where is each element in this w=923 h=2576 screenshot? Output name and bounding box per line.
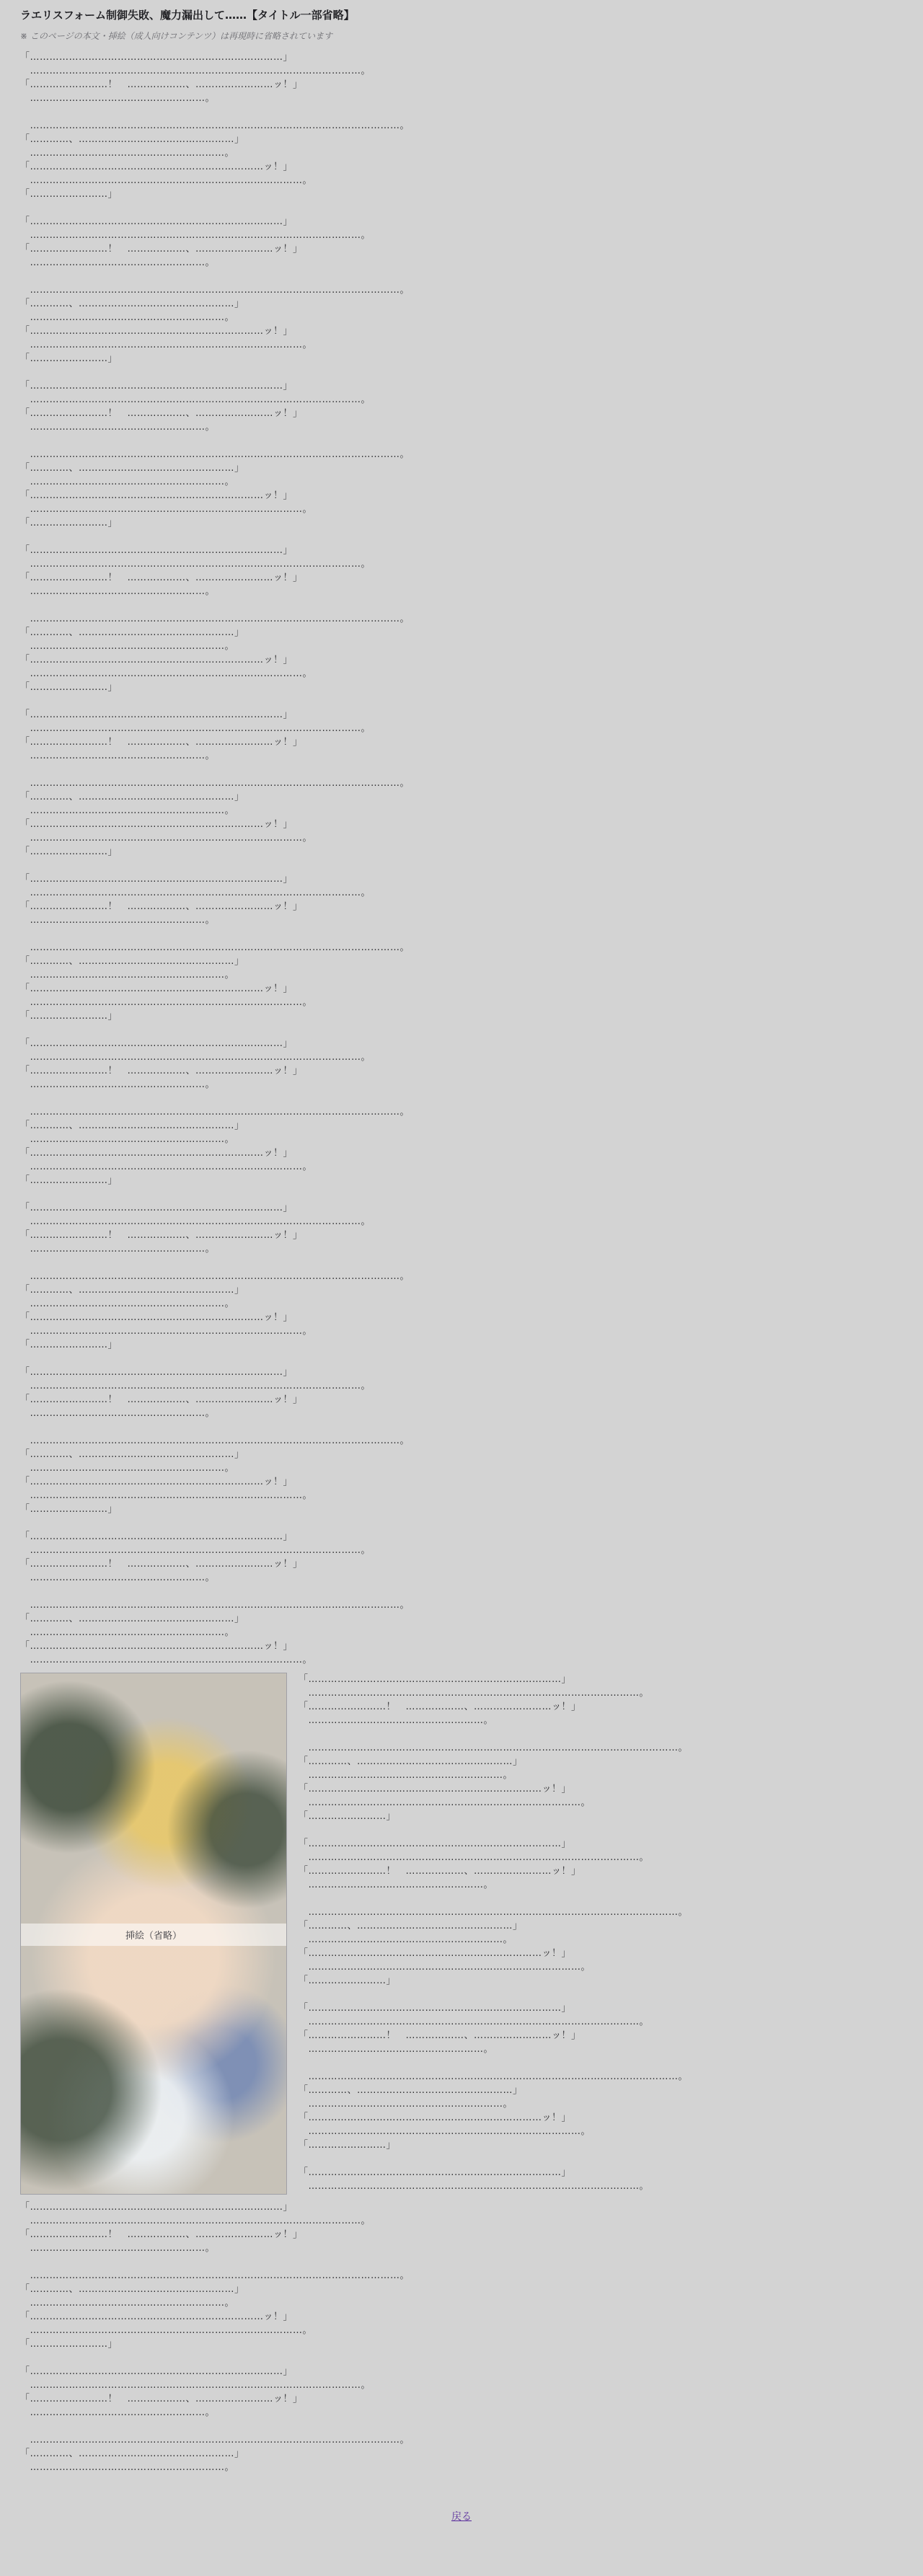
story-line: 「……………………」: [20, 2339, 118, 2350]
story-line: ……………………………………………………………………………………………………。: [299, 2071, 688, 2082]
story-line: …………………………………………………………………………………………。: [20, 230, 371, 241]
illustration-placeholder-label: 挿絵（省略）: [21, 1924, 286, 1946]
story-line: ……………………………………………………………………………………………………。: [299, 1907, 688, 1918]
story-line: [20, 598, 903, 612]
story-line: 「……………………！ ………………、……………………ッ！」: [20, 2394, 303, 2404]
story-line: 「……………………」: [299, 2140, 397, 2151]
story-line: ……………………………………………………。: [20, 1134, 234, 1145]
story-line: ………………………………………………。: [20, 1408, 215, 1419]
story-line: ……………………………………………………。: [20, 2298, 234, 2309]
story-line: …………………………………………………………………………………………。: [20, 888, 371, 898]
story-line: …………………………………………………………………………。: [20, 1326, 312, 1337]
story-line: [20, 1352, 903, 1366]
story-line: ……………………………………………………………………………………………………。: [20, 2435, 410, 2446]
story-line: ……………………………………………………………………………………………………。: [20, 1107, 410, 1117]
story-line: [20, 270, 903, 283]
story-line: [20, 1187, 903, 1201]
story-line: …………………………………………………………………………。: [20, 2325, 312, 2336]
story-line: ……………………………………………………………………………………………………。: [20, 1271, 410, 1282]
story-line: 「……………………」: [20, 1011, 118, 1022]
story-line: 「……………………！ ………………、……………………ッ！」: [20, 79, 303, 90]
story-line: ………………………………………………。: [20, 915, 215, 926]
story-line: [20, 530, 903, 544]
story-line: 「………………………………………………………………ッ！」: [20, 983, 293, 994]
story-line: [20, 201, 903, 215]
story-line: ……………………………………………………。: [20, 641, 234, 652]
story-line: ……………………………………………………。: [20, 477, 234, 487]
story-line: …………………………………………………………………………………………。: [20, 66, 371, 76]
story-line: [20, 366, 903, 379]
story-line: ………………………………………………。: [20, 257, 215, 268]
story-line: ………………………………………………。: [299, 1880, 493, 1890]
story-line: 「………………………………………………………………ッ！」: [20, 1148, 293, 1159]
story-line: ………………………………………………。: [20, 751, 215, 761]
story-line: ………………………………………………。: [20, 93, 215, 104]
story-line: 「……………………………………………………………………」: [20, 2202, 293, 2213]
story-line: …………………………………………………………………………。: [20, 833, 312, 844]
story-line: …………………………………………………………………………………………。: [20, 723, 371, 734]
story-line: 「………………………………………………………………ッ！」: [20, 2311, 293, 2322]
story-line: 「……………………………………………………………………」: [20, 2366, 293, 2377]
story-line: ……………………………………………………。: [20, 148, 234, 159]
story-line: 「………………………………………………………………ッ！」: [20, 655, 293, 665]
story-line: 「……………………………………………………………………」: [20, 545, 293, 556]
story-line: [20, 1585, 903, 1598]
story-line: [20, 694, 903, 708]
story-line: [20, 2420, 903, 2433]
story-line: ……………………………………………………。: [20, 1463, 234, 1474]
story-line: 「……………………！ ………………、……………………ッ！」: [20, 1066, 303, 1076]
story-line: 「……………………」: [20, 1504, 118, 1515]
story-line: 「……………………………………………………………………」: [299, 2167, 571, 2178]
story-line: …………………………………………………………………………………………。: [299, 1688, 649, 1699]
story-line: [20, 2255, 903, 2269]
story-line: 「……………………」: [20, 1175, 118, 1186]
story-line: [20, 1256, 903, 1270]
story-line: 「…………、…………………………………………」: [299, 1756, 523, 1767]
story-line: 「……………………！ ………………、……………………ッ！」: [299, 1701, 581, 1712]
story-line: …………………………………………………………………………。: [20, 1490, 312, 1501]
story-line: [20, 1023, 903, 1037]
story-line: 「………………………………………………………………ッ！」: [20, 161, 293, 172]
story-line: 「…………、…………………………………………」: [20, 2284, 244, 2295]
story-line: 「…………、…………………………………………」: [20, 1614, 244, 1624]
story-line: ……………………………………………………………………………………………………。: [20, 1435, 410, 1446]
story-line: 「………………………………………………………………ッ！」: [20, 326, 293, 337]
story-line: ……………………………………………………………………………………………………。: [20, 449, 410, 460]
story-line: ……………………………………………………………………………………………………。: [20, 778, 410, 789]
story-line: 「……………………！ ………………、……………………ッ！」: [20, 408, 303, 419]
story-line: ……………………………………………………。: [299, 1934, 513, 1945]
story-line: 「…………、…………………………………………」: [20, 298, 244, 309]
story-line: 「……………………！ ………………、……………………ッ！」: [20, 2229, 303, 2240]
story-line: ………………………………………………。: [20, 2243, 215, 2254]
story-body-bottom: [20, 2200, 903, 2474]
story-line: ……………………………………………………………………………………………………。: [299, 1743, 688, 1753]
story-line: ……………………………………………………。: [20, 312, 234, 323]
story-line: 「……………………………………………………………………」: [20, 52, 293, 63]
story-line: …………………………………………………………………………。: [20, 997, 312, 1008]
story-line: 「………………………………………………………………ッ！」: [299, 2112, 572, 2123]
story-line: 「…………、…………………………………………」: [20, 1449, 244, 1460]
story-line: [20, 1516, 903, 1530]
story-line: ……………………………………………………………………………………………………。: [20, 285, 410, 296]
story-line: [20, 763, 903, 776]
story-line: 「…………、…………………………………………」: [299, 2085, 523, 2096]
story-illustration: [20, 1673, 287, 2195]
story-line: ………………………………………………。: [20, 586, 215, 597]
story-line: 「………………………………………………………………ッ！」: [20, 1641, 293, 1652]
story-line: 「……………………」: [20, 353, 118, 364]
story-line: …………………………………………………………………………………………。: [299, 1852, 649, 1863]
story-line: [299, 1823, 903, 1837]
story-line: 「………………………………………………………………ッ！」: [299, 1784, 572, 1794]
story-line: [20, 1420, 903, 1434]
story-line: ……………………………………………………。: [20, 1298, 234, 1309]
story-line: 「…………、…………………………………………」: [299, 1921, 523, 1931]
story-body-beside-illustration: [299, 1673, 903, 2193]
story-line: 「……………………！ ………………、……………………ッ！」: [20, 1394, 303, 1405]
story-line: 「……………………………………………………………………」: [20, 1531, 293, 1542]
story-line: ……………………………………………………。: [299, 2099, 513, 2110]
story-line: 「……………………………………………………………………」: [20, 1367, 293, 1378]
story-line: 「……………………！ ………………、……………………ッ！」: [20, 1559, 303, 1570]
story-line: [299, 1727, 903, 1741]
story-line: …………………………………………………………………………。: [299, 1797, 591, 1808]
story-line: ………………………………………………。: [20, 1244, 215, 1254]
story-line: [20, 105, 903, 119]
story-line: ………………………………………………。: [20, 2407, 215, 2418]
story-line: 「……………………………………………………………………」: [20, 1038, 293, 1049]
story-line: 「…………、…………………………………………」: [20, 792, 244, 802]
redaction-notice: ※ このページの本文・挿絵（成人向けコンテンツ）は再現時に省略されています: [20, 31, 333, 41]
story-line: 「………………………………………………………………ッ！」: [20, 1477, 293, 1487]
story-line: …………………………………………………………………………。: [299, 2126, 591, 2137]
story-line: …………………………………………………………………………………………。: [20, 559, 371, 570]
story-line: 「……………………」: [20, 518, 118, 528]
story-line: …………………………………………………………………………………………。: [20, 394, 371, 405]
story-line: …………………………………………………………………………。: [20, 668, 312, 679]
story-line: ………………………………………………。: [299, 2044, 493, 2055]
story-line: ………………………………………………。: [20, 1572, 215, 1583]
story-line: 「………………………………………………………………ッ！」: [299, 1948, 572, 1959]
story-line: 「…………、…………………………………………」: [20, 2448, 244, 2459]
story-line: …………………………………………………………………………。: [20, 1161, 312, 1172]
story-line: ……………………………………………………。: [20, 2462, 234, 2473]
story-line: …………………………………………………………………………。: [20, 1655, 312, 1665]
story-line: …………………………………………………………………………。: [20, 175, 312, 186]
back-link[interactable]: 戻る: [451, 2511, 472, 2523]
story-line: …………………………………………………………………………………………。: [299, 2181, 649, 2192]
story-line: ………………………………………………。: [20, 422, 215, 433]
story-line: …………………………………………………………………………………………。: [299, 2017, 649, 2027]
story-line: [299, 1988, 903, 2001]
story-line: [299, 2056, 903, 2070]
story-line: [20, 859, 903, 872]
story-line: ……………………………………………………。: [20, 970, 234, 981]
story-line: 「……………………」: [299, 1975, 397, 1986]
page-title: ラエリスフォーム制御失敗、魔力漏出して……【タイトル一部省略】: [20, 9, 355, 22]
story-line: ……………………………………………………。: [20, 1627, 234, 1638]
story-line: 「……………………………………………………………………」: [20, 381, 293, 391]
story-line: ……………………………………………………………………………………………………。: [20, 614, 410, 624]
story-line: 「………………………………………………………………ッ！」: [20, 490, 293, 501]
story-line: 「……………………………………………………………………」: [20, 1203, 293, 1213]
story-line: 「……………………」: [20, 846, 118, 857]
story-line: [299, 2152, 903, 2166]
story-line: ……………………………………………………………………………………………………。: [20, 2270, 410, 2281]
story-line: …………………………………………………………………………………………。: [20, 2216, 371, 2226]
story-body-top: [20, 50, 903, 1667]
story-line: 「……………………………………………………………………」: [299, 1674, 571, 1685]
story-line: 「…………、…………………………………………」: [20, 1120, 244, 1131]
story-line: 「……………………！ ………………、……………………ッ！」: [20, 901, 303, 912]
story-line: 「……………………」: [299, 1811, 397, 1822]
story-line: 「……………………」: [20, 1340, 118, 1350]
story-line: …………………………………………………………………………………………。: [20, 1545, 371, 1556]
story-line: [20, 927, 903, 941]
story-line: [299, 1892, 903, 1906]
story-line: ……………………………………………………………………………………………………。: [20, 1600, 410, 1611]
story-line: 「……………………！ ………………、……………………ッ！」: [299, 1866, 581, 1877]
story-line: 「…………、…………………………………………」: [20, 134, 244, 145]
story-line: ……………………………………………………………………………………………………。: [20, 120, 410, 131]
story-line: ……………………………………………………。: [20, 805, 234, 816]
story-line: 「…………、…………………………………………」: [20, 463, 244, 474]
story-line: …………………………………………………………………………………………。: [20, 1381, 371, 1391]
story-line: …………………………………………………………………………………………。: [20, 1216, 371, 1227]
story-line: 「………………………………………………………………ッ！」: [20, 819, 293, 830]
story-line: 「…………、…………………………………………」: [20, 627, 244, 638]
story-line: ………………………………………………。: [299, 1715, 493, 1726]
story-line: [20, 2351, 903, 2365]
story-line: [20, 1092, 903, 1105]
story-line: …………………………………………………………………………。: [20, 504, 312, 515]
story-line: ……………………………………………………………………………………………………。: [20, 942, 410, 953]
page-footer: [20, 2509, 903, 2523]
story-line: 「……………………………………………………………………」: [20, 874, 293, 885]
story-line: 「……………………！ ………………、……………………ッ！」: [20, 1230, 303, 1241]
story-line: …………………………………………………………………………。: [299, 1962, 591, 1973]
story-line: 「……………………………………………………………………」: [20, 216, 293, 227]
story-line: 「……………………………………………………………………」: [20, 709, 293, 720]
story-line: ……………………………………………………。: [299, 1770, 513, 1781]
story-line: 「……………………………………………………………………」: [299, 1838, 571, 1849]
story-line: 「……………………！ ………………、……………………ッ！」: [20, 737, 303, 748]
story-line: 「…………、…………………………………………」: [20, 956, 244, 967]
story-line: …………………………………………………………………………………………。: [20, 1052, 371, 1063]
story-line: 「……………………！ ………………、……………………ッ！」: [20, 244, 303, 254]
story-line: 「………………………………………………………………ッ！」: [20, 1312, 293, 1323]
illustration-row: [20, 1673, 903, 2195]
story-line: 「…………、…………………………………………」: [20, 1285, 244, 1296]
story-line: 「……………………」: [20, 189, 118, 200]
story-line: 「……………………！ ………………、……………………ッ！」: [20, 572, 303, 583]
story-line: ………………………………………………。: [20, 1079, 215, 1090]
story-line: [20, 434, 903, 448]
story-line: 「……………………！ ………………、……………………ッ！」: [299, 2030, 581, 2041]
story-line: …………………………………………………………………………………………。: [20, 2380, 371, 2391]
story-line: 「……………………………………………………………………」: [299, 2003, 571, 2014]
story-line: …………………………………………………………………………。: [20, 340, 312, 350]
story-line: 「……………………」: [20, 682, 118, 693]
